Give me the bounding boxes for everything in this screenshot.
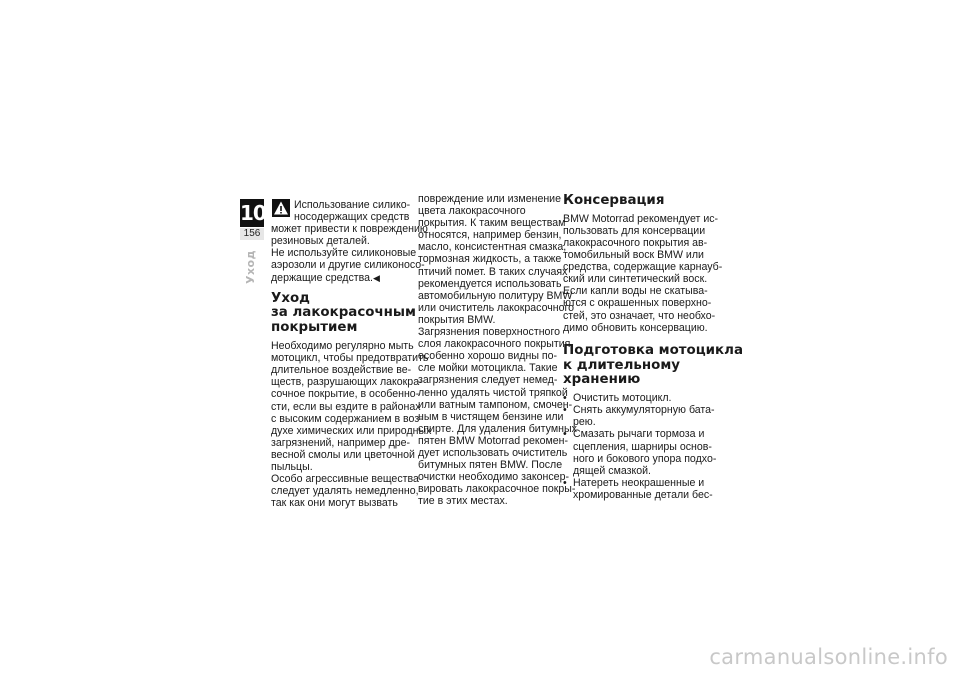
section-heading-storage: [563, 342, 743, 388]
body-line: ным в чистящем бензине или: [418, 410, 564, 423]
heading-line: Уход: [271, 290, 310, 306]
body-line: или очиститель лакокрасочного: [418, 301, 575, 314]
body-line: покрытия BMW.: [418, 313, 496, 326]
list-item-line: дящей смазкой.: [573, 464, 651, 477]
storage-steps-list: [563, 392, 717, 501]
body-line: Необходимо регулярно мыть: [271, 340, 414, 353]
body-line: загрязнения следует немед-: [418, 374, 558, 387]
body-line: ются с окрашенных поверхно-: [563, 297, 712, 310]
list-item-line: • Очистить мотоцикл.: [573, 392, 672, 405]
body-line: дует использовать очиститель: [418, 446, 568, 459]
body-line: тие в этих местах.: [418, 495, 508, 508]
body-line: очистки необходимо законсер-: [418, 471, 569, 484]
list-item: [563, 476, 713, 501]
body-line: сти, если вы ездите в районах: [271, 400, 421, 413]
body-line: ществ, разрушающих лакокра-: [271, 376, 423, 389]
body-line: так как они могут вызвать: [271, 497, 398, 510]
body-line: стей, это означает, что необхо-: [563, 309, 716, 322]
warning-line: может привести к повреждению: [271, 223, 428, 236]
body-line: битумных пятен BMW. После: [418, 459, 563, 472]
list-item-line: ного и бокового упора подхо-: [573, 452, 717, 465]
list-item: [563, 392, 708, 404]
body-line: лакокрасочного покрытия ав-: [563, 236, 708, 249]
body-line: Особо агрессивные вещества: [271, 473, 419, 486]
body-line: особенно хорошо видны по-: [418, 350, 558, 363]
body-line: пыльцы.: [271, 460, 313, 473]
body-line: повреждение или изменение: [418, 193, 561, 205]
body-line: сочное покрытие, в особенно-: [271, 388, 420, 401]
body-line: длительное воздействие ве-: [271, 364, 412, 377]
heading-line: за лакокрасочным: [271, 305, 416, 321]
body-line: мотоцикл, чтобы предотвратить: [271, 352, 429, 365]
section-heading-paint-care: [271, 290, 416, 336]
body-line: димо обновить консервацию.: [563, 321, 708, 334]
warning-line: резиновых деталей.: [271, 235, 370, 248]
body-line: с высоким содержанием в воз-: [271, 412, 423, 425]
body-line: Если капли воды не скатыва-: [563, 285, 708, 298]
body-line: BMW Motorrad рекомендует ис-: [563, 212, 719, 225]
body-line: томобильный воск BMW или: [563, 249, 704, 262]
body-line: духе химических или природных: [271, 424, 432, 437]
body-line: цвета лакокрасочного: [418, 205, 526, 218]
warning-line: аэрозоли и другие силиконосо-: [271, 259, 425, 272]
heading-line: Подготовка мотоцикла: [563, 342, 743, 358]
warning-line: носодержащих средств: [294, 211, 410, 224]
end-mark-icon: ◀: [372, 272, 380, 283]
warning-line: Использование силико-: [294, 199, 411, 211]
body-line: сле мойки мотоцикла. Такие: [418, 362, 558, 375]
body-line: пятен BMW Motorrad рекомен-: [418, 434, 569, 447]
body-line: вировать лакокрасочное покры-: [418, 483, 576, 496]
chapter-badge: [240, 199, 264, 240]
body-line: или ватным тампоном, смочен-: [418, 398, 573, 411]
list-item-line: • Снять аккумуляторную бата-: [573, 404, 715, 417]
heading-line: покрытием: [271, 320, 358, 336]
body-line: спирте. Для удаления битумных: [418, 422, 577, 435]
body-line: относятся, например бензин,: [418, 229, 562, 242]
body-line: тормозная жидкость, а также: [418, 253, 562, 266]
list-item: [563, 404, 715, 429]
body-line: загрязнений, например дре-: [271, 436, 411, 449]
body-line: птичий помет. В таких случаях: [418, 265, 568, 278]
warning-line: [271, 272, 411, 284]
list-item-line: сцепления, шарниры основ-: [573, 440, 712, 453]
body-line: покрытия. К таким веществам: [418, 217, 566, 230]
chapter-number: 10: [240, 201, 266, 225]
body-line: средства, содержащие карнауб-: [563, 261, 723, 274]
body-line: весной смолы или цветочной: [271, 448, 415, 461]
section-heading-conservation: [563, 194, 708, 209]
watermark-link[interactable]: carmanualsonline.info: [709, 645, 948, 669]
list-item: [563, 428, 717, 477]
column-3: [563, 193, 743, 501]
body-line: ский или синтетический воск.: [563, 273, 708, 286]
body-line: масло, консистентная смазка,: [418, 241, 567, 254]
column-2: [418, 193, 577, 508]
column-1: [271, 199, 432, 510]
body-line: следует удалять немедленно,: [271, 485, 419, 498]
body-line: автомобильную политуру BMW: [418, 289, 573, 302]
warning-line: Не используйте силиконовые: [271, 247, 417, 260]
body-line: ленно удалять чистой тряпкой: [418, 386, 568, 399]
conservation-text: [563, 212, 723, 334]
chapter-side-label: Уход: [244, 250, 257, 285]
warning-line-text: держащие средства.: [271, 271, 373, 284]
body-line: пользовать для консервации: [563, 224, 706, 237]
list-item-line: рею.: [573, 416, 596, 429]
body-line: Загрязнения поверхностного: [418, 326, 560, 339]
heading-line: к длительному: [563, 357, 680, 373]
list-item-line: • Смазать рычаги тормоза и: [573, 428, 705, 441]
heading-line: Консервация: [563, 193, 665, 208]
list-item-line: • Натереть неокрашенные и: [573, 476, 705, 489]
list-item-line: хромированные детали бес-: [573, 488, 713, 501]
paint-care-text: [271, 340, 432, 510]
warning-text: [271, 199, 428, 284]
body-line: рекомендуется использовать: [418, 277, 562, 290]
body-line: слоя лакокрасочного покрытия: [418, 338, 571, 351]
heading-line: хранению: [563, 372, 641, 388]
page-number: 156: [240, 228, 264, 240]
